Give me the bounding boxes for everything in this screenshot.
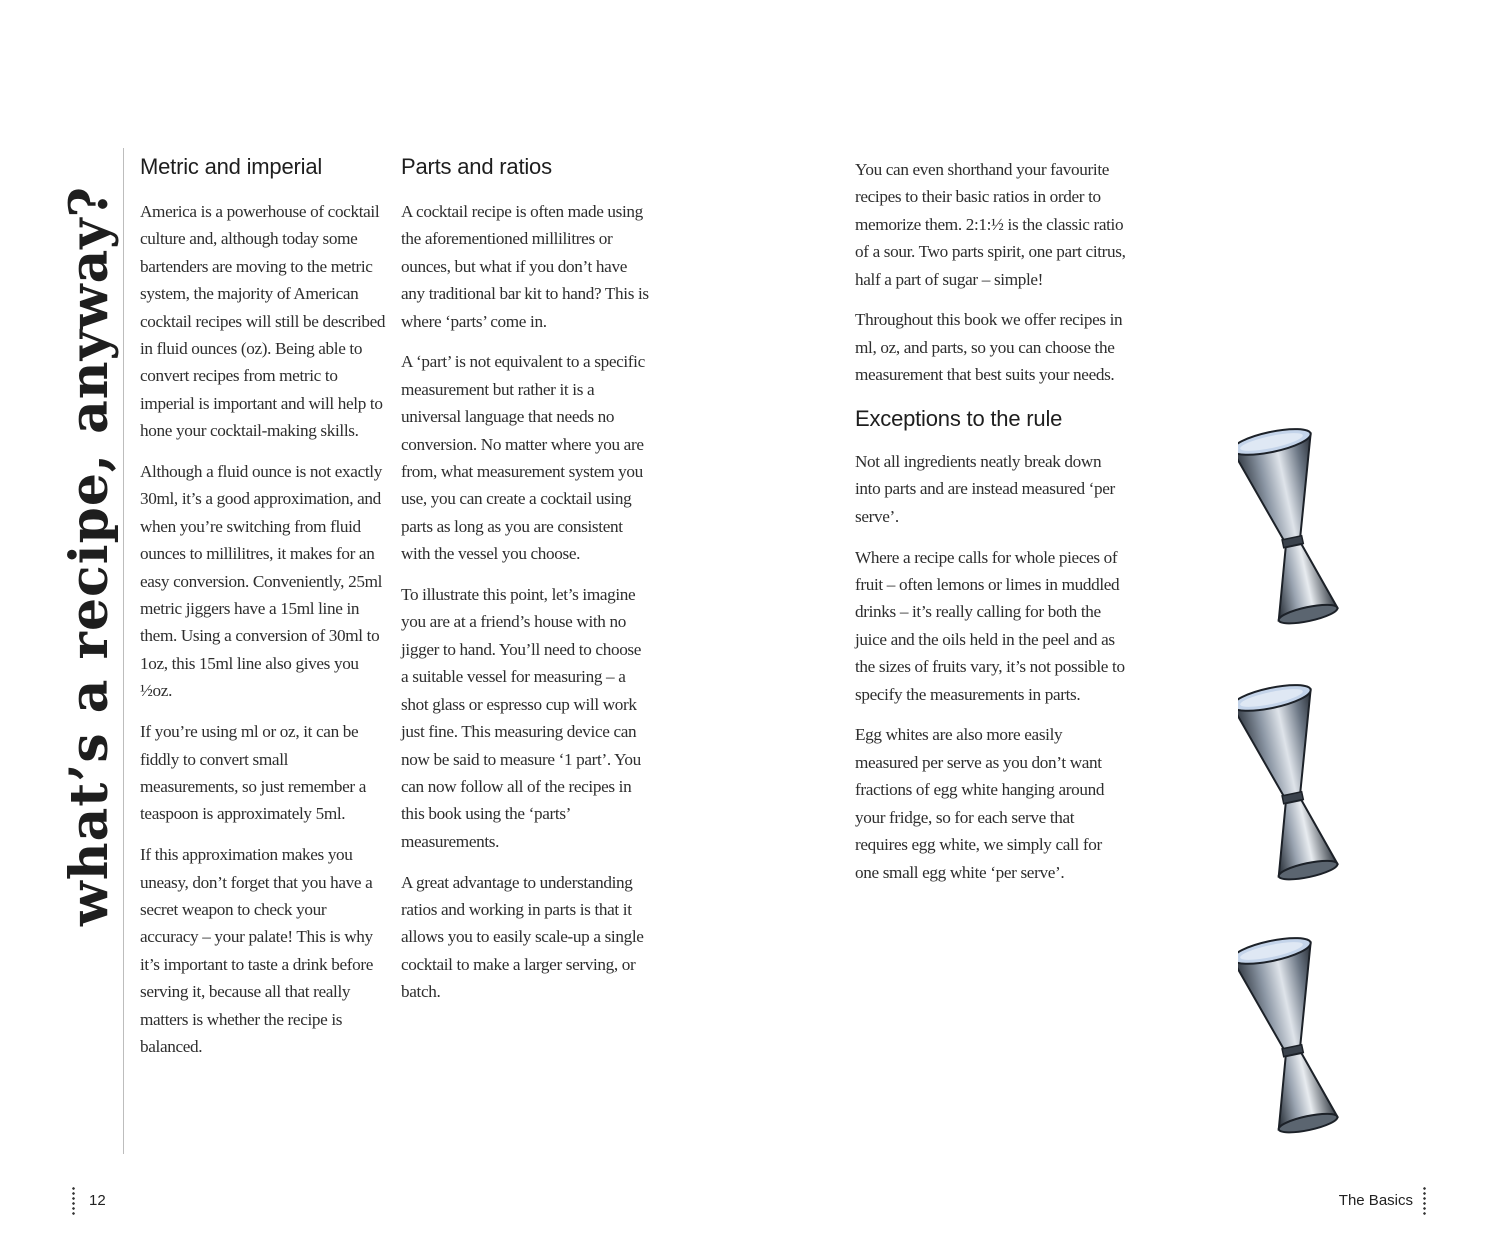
footer-right (1339, 1186, 1426, 1216)
heading-metric-imperial: Metric and imperial (140, 154, 323, 179)
heading-parts-ratios: Parts and ratios (401, 154, 552, 179)
jigger-icon (1238, 426, 1342, 632)
side-title (60, 146, 120, 926)
paragraph: To illustrate this point, let’s imagine you are at a friend’s house with no jigger to hand. You’ll need to choose a suitable vessel for measuring – a shot glass or espresso cup will work just fine. This measuring device can now be said to measure ‘1 part’. You can now follow all of the recipes in this book using the ‘parts’ measurements. (401, 585, 642, 851)
paragraph: Throughout this book we offer recipes in ml, oz, and parts, so you can choose the measurement that best suits your needs. (855, 310, 1123, 385)
paragraph: A cocktail recipe is often made using the aforementioned millilitres or ounces, but what if you don’t have any traditional bar kit to hand? This is where ‘parts’ come in. (401, 202, 649, 331)
paragraph: If you’re using ml or oz, it can be fiddly to convert small measurements, so just remember a teaspoon is approximately 5ml. (140, 722, 367, 824)
column-metric-imperial (140, 150, 388, 1074)
section-name: The Basics (1338, 1192, 1413, 1209)
jigger-icon (1238, 682, 1342, 888)
paragraph: Where a recipe calls for whole pieces of fruit – often lemons or limes in muddled drinks – it’s really calling for both the juice and the oils held in the peel and as the sizes of fruits vary, it’s not possible to specify the measurements in parts. (855, 547, 1125, 704)
dotted-rule-icon (1423, 1186, 1426, 1216)
page-number: 12 (89, 1192, 106, 1209)
paragraph: If this approximation makes you uneasy, don’t forget that you have a secret weapon to check your accuracy – your palate! This is why it’s important to taste a drink before serving it, because all that really matters is whether the recipe is balanced. (140, 845, 373, 1056)
paragraph: You can even shorthand your favourite recipes to their basic ratios in order to memorize them. 2:1:½ is the classic ratio of a sour. Two parts spirit, one part citrus, half a part of sugar – simple! (855, 160, 1126, 289)
paragraph: Egg whites are also more easily measured per serve as you don’t want fractions of egg white hanging around your fridge, so for each serve that requires egg white, we simply call for one small egg white ‘per serve’. (855, 725, 1105, 882)
dotted-rule-icon (72, 1186, 75, 1216)
jigger-icon (1238, 935, 1342, 1141)
paragraph: A great advantage to understanding ratios and working in parts is that it allows you to easily scale-up a single cocktail to make a larger serving, or batch. (401, 872, 644, 1002)
paragraph: America is a powerhouse of cocktail culture and, although today some bartenders are moving to the metric system, the majority of American cocktail recipes will still be described in fluid ounces (oz). Being able to convert recipes from metric to imperial is important and will help to hone your cocktail-making skills. (140, 202, 386, 441)
footer-left (72, 1186, 106, 1216)
vertical-divider (123, 148, 124, 1154)
heading-exceptions: Exceptions to the rule (855, 406, 1063, 432)
paragraph: A ‘part’ is not equivalent to a specific measurement but rather it is a universal language that needs no conversion. No matter where you are from, what measurement system you use, you can create a cocktail using parts as long as you are consistent with the vessel you choose. (401, 352, 645, 564)
paragraph: Not all ingredients neatly break down into parts and are instead measured ‘per serve’. (855, 452, 1115, 526)
column-parts-ratios (401, 150, 649, 1019)
side-title-text: what’s a recipe, anyway? (59, 186, 120, 926)
column-exceptions (855, 156, 1127, 899)
paragraph: Although a fluid ounce is not exactly 30ml, it’s a good approximation, and when you’re switching from fluid ounces to millilitres, it makes for an easy conversion. Conveniently, 25ml metric jiggers have a 15ml line in them. Using a conversion of 30ml to 1oz, this 15ml line also gives you ½oz. (140, 462, 383, 701)
